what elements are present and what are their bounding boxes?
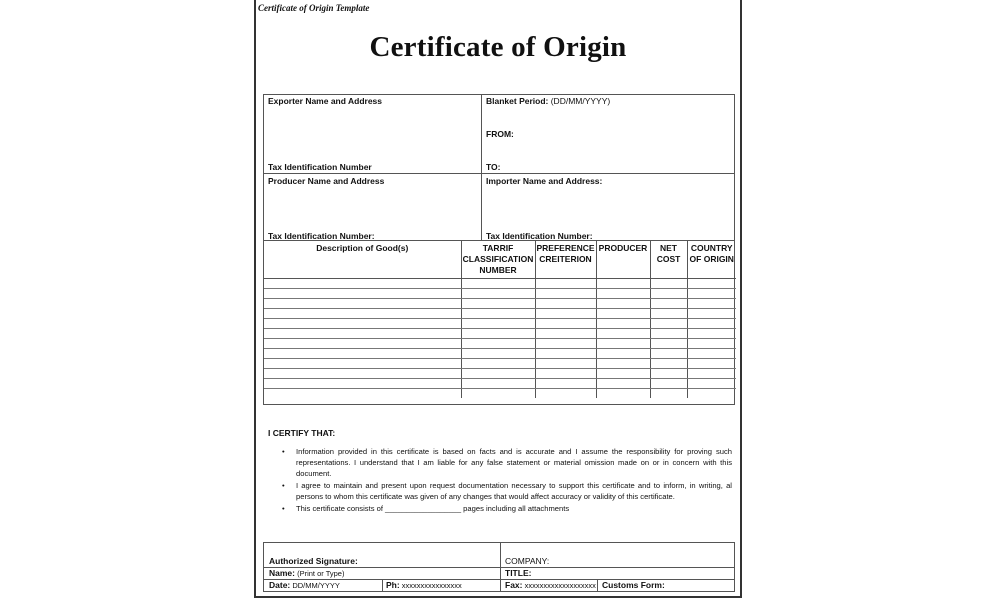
date-label: Date: DD/MM/YYYY — [269, 580, 340, 590]
goods-cell[interactable] — [461, 349, 535, 359]
goods-cell[interactable] — [535, 289, 596, 299]
goods-cell[interactable] — [596, 309, 650, 319]
producer-tax-label: Tax Identification Number: — [268, 231, 375, 241]
template-label: Certificate of Origin Template — [258, 3, 370, 13]
goods-cell[interactable] — [596, 369, 650, 379]
goods-cell[interactable] — [596, 379, 650, 389]
goods-cell[interactable] — [461, 319, 535, 329]
goods-row — [264, 279, 736, 289]
bullet-icon: • — [282, 481, 285, 490]
goods-cell[interactable] — [264, 389, 461, 399]
goods-cell[interactable] — [687, 339, 736, 349]
header-preference: PREFERENCE CREITERION — [535, 241, 596, 279]
fax-label: Fax: xxxxxxxxxxxxxxxxxxx — [505, 580, 596, 590]
goods-cell[interactable] — [461, 389, 535, 399]
blanket-period-box — [481, 94, 735, 174]
goods-cell[interactable] — [535, 329, 596, 339]
goods-cell[interactable] — [535, 339, 596, 349]
bullet-icon: • — [282, 504, 285, 513]
goods-cell[interactable] — [264, 369, 461, 379]
goods-row — [264, 349, 736, 359]
goods-cell[interactable] — [687, 379, 736, 389]
goods-cell[interactable] — [650, 369, 687, 379]
certify-list — [282, 446, 732, 515]
goods-row — [264, 359, 736, 369]
blanket-period-text: Blanket Period: — [486, 96, 549, 106]
goods-cell[interactable] — [535, 319, 596, 329]
goods-cell[interactable] — [461, 369, 535, 379]
certify-item-text: Information provided in this certificate is based on facts and is accurate and I assume the responsibility for proving such representations. I understand that I am liable for any false statement or material omission made on or in concern with this document. — [296, 447, 732, 478]
goods-cell[interactable] — [687, 349, 736, 359]
goods-cell[interactable] — [650, 339, 687, 349]
goods-cell[interactable] — [264, 329, 461, 339]
goods-cell[interactable] — [687, 359, 736, 369]
phone-label: Ph: xxxxxxxxxxxxxxxx — [386, 580, 462, 590]
goods-cell[interactable] — [264, 319, 461, 329]
date-value: DD/MM/YYYY — [290, 581, 340, 590]
to-label: TO: — [486, 162, 501, 172]
fax-value: xxxxxxxxxxxxxxxxxxx — [522, 581, 596, 590]
goods-cell[interactable] — [535, 349, 596, 359]
header-country: COUNTRY OF ORIGIN — [687, 241, 736, 279]
goods-cell[interactable] — [461, 299, 535, 309]
certify-item — [282, 503, 732, 514]
goods-row — [264, 299, 736, 309]
goods-cell[interactable] — [535, 279, 596, 289]
goods-cell[interactable] — [650, 349, 687, 359]
goods-cell[interactable] — [264, 309, 461, 319]
goods-row — [264, 379, 736, 389]
header-producer: PRODUCER — [596, 241, 650, 279]
goods-cell[interactable] — [535, 379, 596, 389]
producer-label: Producer Name and Address — [268, 176, 385, 186]
goods-cell[interactable] — [650, 359, 687, 369]
name-hint: (Print or Type) — [294, 569, 345, 578]
goods-cell[interactable] — [461, 339, 535, 349]
goods-cell[interactable] — [650, 279, 687, 289]
certify-title: I CERTIFY THAT: — [268, 428, 336, 438]
goods-cell[interactable] — [461, 279, 535, 289]
customs-form-label: Customs Form: — [602, 580, 665, 590]
phone-value: xxxxxxxxxxxxxxxx — [399, 581, 462, 590]
goods-row — [264, 319, 736, 329]
certify-item-text: This certificate consists of __________________ pages including all attachments — [296, 504, 570, 513]
goods-cell[interactable] — [687, 389, 736, 399]
goods-cell[interactable] — [687, 369, 736, 379]
authorized-signature-label: Authorized Signature: — [269, 556, 358, 566]
goods-cell[interactable] — [596, 349, 650, 359]
goods-cell[interactable] — [264, 339, 461, 349]
goods-cell[interactable] — [461, 329, 535, 339]
goods-cell[interactable] — [687, 299, 736, 309]
goods-row — [264, 289, 736, 299]
from-label: FROM: — [486, 129, 514, 139]
certify-item — [282, 480, 732, 502]
goods-row — [264, 389, 736, 399]
goods-cell[interactable] — [596, 339, 650, 349]
bullet-icon: • — [282, 447, 285, 456]
header-description: Description of Good(s) — [264, 241, 461, 279]
goods-cell[interactable] — [461, 309, 535, 319]
goods-cell[interactable] — [535, 299, 596, 309]
goods-cell[interactable] — [687, 309, 736, 319]
goods-cell[interactable] — [264, 289, 461, 299]
certify-item-text: I agree to maintain and present upon request documentation necessary to support this certificate and to inform, in writing, al persons to whom this certificate was given of any changes that would affect accuracy or validity of this certificate. — [296, 481, 732, 501]
importer-label: Importer Name and Address: — [486, 176, 603, 186]
exporter-label: Exporter Name and Address — [268, 96, 382, 106]
goods-cell[interactable] — [596, 289, 650, 299]
goods-cell[interactable] — [596, 359, 650, 369]
goods-cell[interactable] — [650, 299, 687, 309]
company-label: COMPANY: — [505, 556, 550, 566]
goods-cell[interactable] — [596, 319, 650, 329]
goods-cell[interactable] — [264, 379, 461, 389]
goods-cell[interactable] — [650, 309, 687, 319]
goods-cell[interactable] — [461, 379, 535, 389]
goods-cell[interactable] — [650, 379, 687, 389]
goods-cell[interactable] — [535, 389, 596, 399]
goods-cell[interactable] — [264, 279, 461, 289]
importer-tax-label: Tax Identification Number: — [486, 231, 593, 241]
goods-cell[interactable] — [264, 359, 461, 369]
goods-cell[interactable] — [687, 319, 736, 329]
goods-row — [264, 339, 736, 349]
certify-item — [282, 446, 732, 479]
blanket-period-hint: (DD/MM/YYYY) — [548, 96, 611, 106]
footer-divider — [500, 580, 501, 592]
goods-cell[interactable] — [461, 359, 535, 369]
goods-row — [264, 329, 736, 339]
header-net-cost: NET COST — [650, 241, 687, 279]
goods-table — [263, 240, 735, 405]
goods-cell[interactable] — [650, 319, 687, 329]
goods-cell[interactable] — [596, 329, 650, 339]
goods-cell[interactable] — [264, 299, 461, 309]
goods-cell[interactable] — [535, 369, 596, 379]
goods-cell[interactable] — [596, 279, 650, 289]
goods-cell[interactable] — [687, 329, 736, 339]
goods-cell[interactable] — [264, 349, 461, 359]
header-tariff: TARRIF CLASSIFICATION NUMBER — [461, 241, 535, 279]
goods-cell[interactable] — [687, 289, 736, 299]
goods-cell[interactable] — [596, 299, 650, 309]
goods-row — [264, 369, 736, 379]
name-label: Name: (Print or Type) — [269, 568, 345, 578]
footer-divider — [597, 580, 598, 592]
goods-cell[interactable] — [650, 289, 687, 299]
blanket-period-label — [486, 96, 610, 106]
goods-header-row — [264, 241, 736, 279]
goods-cell[interactable] — [650, 389, 687, 399]
goods-cell[interactable] — [461, 289, 535, 299]
goods-cell[interactable] — [650, 329, 687, 339]
title-label: TITLE: — [505, 568, 532, 578]
goods-cell[interactable] — [596, 389, 650, 399]
goods-cell[interactable] — [535, 309, 596, 319]
document-title: Certificate of Origin — [369, 31, 627, 63]
exporter-tax-label: Tax Identification Number — [268, 162, 372, 172]
goods-row — [264, 309, 736, 319]
signature-block — [263, 542, 735, 592]
goods-cell[interactable] — [687, 279, 736, 289]
footer-divider — [382, 580, 383, 592]
goods-cell[interactable] — [535, 359, 596, 369]
